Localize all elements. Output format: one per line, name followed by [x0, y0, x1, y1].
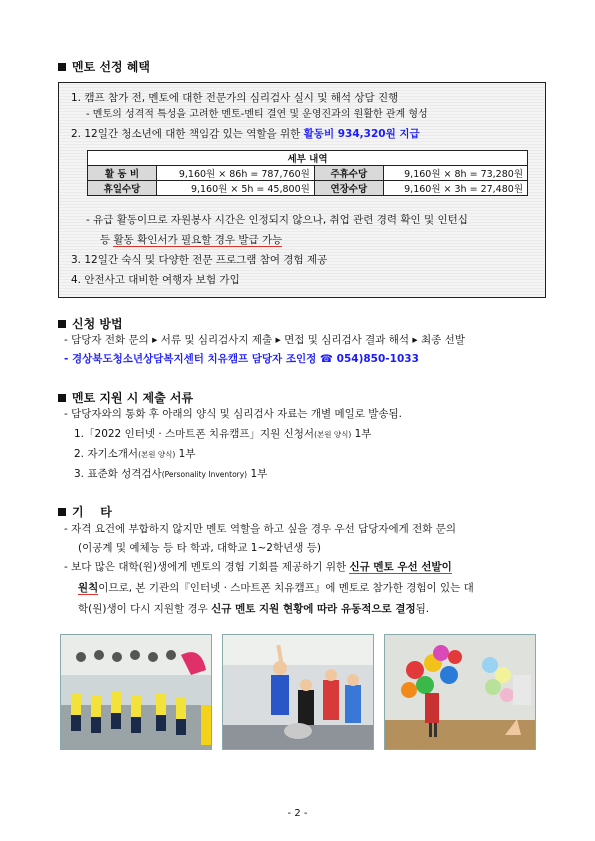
etc-line-3: - 보다 많은 대학(원)생에게 멘토의 경험 기회를 제공하기 위한 신규 멘토 우선 선발이 [64, 561, 452, 573]
certificate-underlined: 활동 확인서가 필요할 경우 발급 가능 [113, 234, 283, 246]
benefit-item-3: 3. 12일간 숙식 및 다양한 전문 프로그램 참여 경험 제공 [71, 254, 328, 266]
benefit-note-line-1: - 유급 활동이므로 자원봉사 시간은 인정되지 않으나, 취업 관련 경력 확인 및 인턴십 [86, 214, 468, 226]
benefit-item-2: 2. 12일간 청소년에 대한 책임감 있는 역할을 위한 활동비 934,320원 지급 [71, 128, 420, 140]
apply-contact: - 경상북도청소년상담복지센터 치유캠프 담당자 조인정 ☎ 054)850-1033 [64, 353, 419, 365]
page-number: - 2 - [287, 808, 308, 819]
camp-photo-1 [60, 634, 212, 750]
activity-fee-highlight: 활동비 934,320원 지급 [303, 128, 420, 140]
doc-item-2: 2. 자기소개서(본원 양식) 1부 [74, 448, 196, 460]
section-title-apply: 신청 방법 [58, 315, 123, 332]
section-title-docs: 멘토 지원 시 제출 서류 [58, 389, 193, 406]
etc-line-2: (이공계 및 예체능 등 타 학과, 대학교 1~2학년생 등) [78, 542, 321, 554]
apply-process: - 담당자 전화 문의 ▸ 서류 및 심리검사지 제출 ▸ 면접 및 심리검사 결과 해석 ▸ 최종 선발 [64, 334, 465, 346]
table-cell-label: 연장수당 [314, 181, 383, 196]
benefit-item-1-sub: - 멘토의 성격적 특성을 고려한 멘토-멘티 결연 및 운영진과의 원활한 관계 형성 [86, 109, 428, 120]
square-bullet-icon [58, 394, 66, 402]
camp-photo-3 [384, 634, 536, 750]
pay-detail-table [87, 150, 528, 196]
benefit-note-line-2: 등 활동 확인서가 필요할 경우 발급 가능 [100, 234, 283, 246]
table-cell-value: 9,160원 × 8h = 73,280원 [383, 166, 527, 181]
doc-item-1: 1.「2022 인터넷 · 스마트폰 치유캠프」지원 신청서(본원 양식) 1부 [74, 428, 372, 440]
section-title-etc: 기 타 [58, 503, 112, 520]
benefit-item-4: 4. 안전사고 대비한 여행자 보험 가입 [71, 274, 240, 286]
doc-item-3: 3. 표준화 성격검사(Personality Inventory) 1부 [74, 468, 268, 480]
square-bullet-icon [58, 63, 66, 71]
table-cell-label: 활 동 비 [88, 166, 157, 181]
table-row [88, 166, 528, 181]
square-bullet-icon [58, 320, 66, 328]
table-cell-label: 주휴수당 [314, 166, 383, 181]
square-bullet-icon [58, 508, 66, 516]
table-row [88, 181, 528, 196]
table-header-row [88, 151, 528, 166]
section-title-benefits: 멘토 선정 혜택 [58, 58, 150, 75]
docs-intro: - 담당자와의 통화 후 아래의 양식 및 심리검사 자료는 개별 메일로 발송됨. [64, 408, 402, 420]
camp-photo-2 [222, 634, 374, 750]
etc-line-4: 원칙이므로, 본 기관의『인터넷 · 스마트폰 치유캠프』에 멘토로 참가한 경험이 있는 대 [78, 582, 474, 594]
table-cell-value: 9,160원 × 86h = 787,760원 [157, 166, 315, 181]
table-cell-value: 9,160원 × 3h = 27,480원 [383, 181, 527, 196]
etc-line-1: - 자격 요건에 부합하지 않지만 멘토 역할을 하고 싶을 경우 우선 담당자에게 전화 문의 [64, 523, 457, 535]
table-cell-label: 휴일수당 [88, 181, 157, 196]
table-cell-value: 9,160원 × 5h = 45,800원 [157, 181, 315, 196]
etc-line-5: 학(원)생이 다시 지원할 경우 신규 멘토 지원 현황에 따라 유동적으로 결정됨. [78, 603, 430, 615]
benefit-item-1: 1. 캠프 참가 전, 멘토에 대한 전문가의 심리검사 실시 및 해석 상담 진행 [71, 92, 399, 104]
table-header: 세부 내역 [88, 151, 528, 166]
